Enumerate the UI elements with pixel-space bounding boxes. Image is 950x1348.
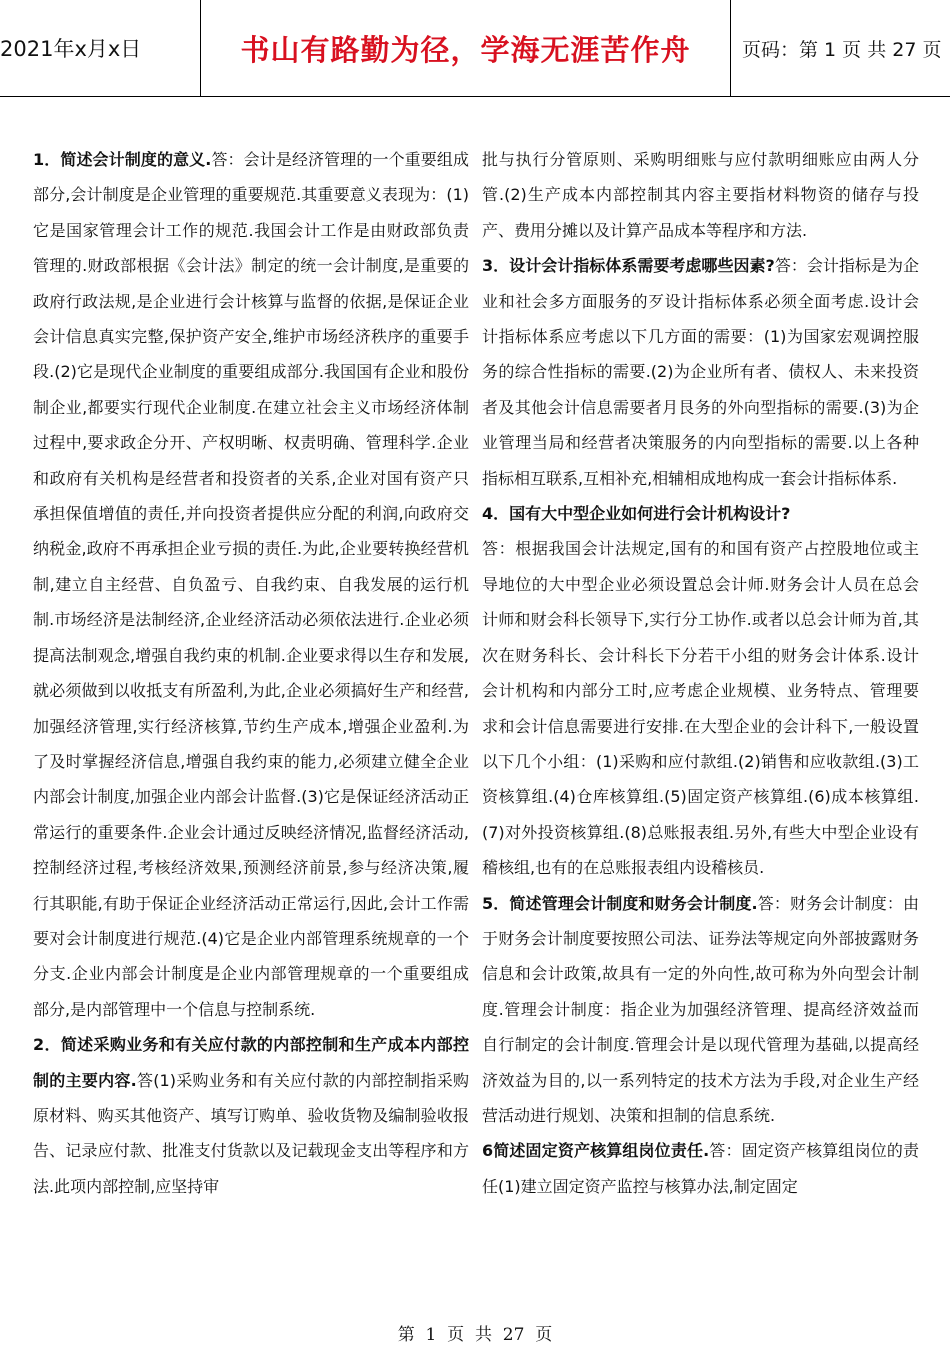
paragraph-2-continued — [482, 142, 919, 248]
page-header — [0, 0, 950, 97]
question-title-4: 4．国有大中型企业如何进行会计机构设计? — [482, 504, 791, 524]
right-column — [482, 142, 919, 1204]
header-motto: 书山有路勤为径，学海无涯苦作舟 — [201, 0, 731, 96]
paragraph-5 — [482, 886, 919, 1134]
paragraph-4-title — [482, 496, 919, 531]
answer-text-1: 答：会计是经济管理的一个重要组成部分,会计制度是企业管理的重要规范.其重要意义表现为：(1)它是国家管理会计工作的规范.我国会计工作是由财政部负责管理的.财政部根据《会计法》制定的统一会计制度,是重要的政府行政法规,是企业进行会计核算与监督的依据,是保证企业会计信息真实完整,保护资产安全,维护市场经济秩序的重要手段.(2)它是现代企业制度的重要组成部分.我国国有企业和股份制企业,都要实行现代企业制度.在建立社会主义市场经济体制过程中,要求政企分开、产权明晰、权责明确、管理科学.企业和政府有关机构是经营者和投资者的关系,企业对国有资产只承担保值增值的责任,并向投资者提供应分配的利润,向政府交纳税金,政府不再承担企业亏损的责任.为此,企业要转换经营机制,建立自主经营、自负盈亏、自我约束、自我发展的运行机制.市场经济是法制经济,企业经济活动必须依法进行.企业必须提高法制观念,增强自我约束的机制.企业要求得以生存和发展,就必须做到以收抵支有所盈利,为此,企业必须搞好生产和经营,加强经济管理,实行经济核算,节约生产成本,增强企业盈利.为了及时掌握经济信息,增强自我约束的能力,必须建立健全企业内部会计制度,加强企业内部会计监督.(3)它是保证经济活动正常运行的重要条件.企业会计通过反映经济情况,监督经济活动,控制经济过程,考核经济效果,预测经济前景,参与经济决策,履行其职能,有助于保证企业经济活动正常运行,因此,会计工作需要对会计制度进行规范.(4)它是企业内部管理系统规章的一个分支.企业内部会计制度是企业内部管理规章的一个重要组成部分,是内部管理中一个信息与控制系统. — [33, 150, 469, 1019]
page-footer — [0, 1320, 950, 1345]
answer-text-3: 答：会计指标是为企业和社会多方面服务的歹设计指标体系必须全面考虑.设计会计指标体系应考虑以下几方面的需要：(1)为国家宏观调控服务的综合性指标的需要.(2)为企业所有者、债权人、未来投资者及其他会计信息需要者月艮务的外向型指标的需要.(3)为企业管理当局和经营者决策服务的内向型指标的需要.以上各种指标相互联系,互相补充,相辅相成地构成一套会计指标体系. — [482, 256, 919, 488]
question-title-3: 3．设计会计指标体系需要考虑哪些因素? — [482, 256, 775, 276]
answer-text-2-continued: 批与执行分管原则、采购明细账与应付款明细账应由两人分管.(2)生产成本内部控制其内容主要指材料物资的储存与投产、费用分摊以及计算产品成本等程序和方法. — [482, 150, 919, 240]
header-page-info: 页码：第 1 页 共 27 页 — [742, 38, 942, 61]
paragraph-4 — [482, 531, 919, 885]
left-column — [33, 142, 469, 1204]
question-title-2: 2．简述采购业务和有关应付款的内部控制和生产成本内部控制的主要内容. — [33, 1035, 469, 1090]
question-title-5: 5．简述管理会计制度和财务会计制度. — [482, 893, 758, 913]
paragraph-3 — [482, 248, 919, 496]
paragraph-2 — [33, 1027, 469, 1204]
question-title-6: 6简述固定资产核算组岗位责任. — [482, 1141, 710, 1161]
header-date: 2021年x月x日 — [0, 0, 201, 96]
footer-page-number: 第 1 页 共 27 页 — [397, 1325, 553, 1345]
question-title-1: 1．简述会计制度的意义. — [33, 150, 212, 169]
answer-text-6: 答：固定资产核算组岗位的责任(1)建立固定资产监控与核算办法,制定固定 — [482, 1141, 919, 1196]
answer-text-4: 答：根据我国会计法规定,国有的和国有资产占控股地位或主导地位的大中型企业必须设置总会计师.财务会计人员在总会计师和财会科长领导下,实行分工协作.或者以总会计师为首,其次在财务科长、会计科长下分若干小组的财务会计体系.设计会计机构和内部分工时,应考虑企业规模、业务特点、管理要求和会计信息需要进行安排.在大型企业的会计科下,一般设置以下几个小组：(1)采购和应付款组.(2)销售和应收款组.(3)工资核算组.(4)仓库核算组.(5)固定资产核算组.(6)成本核算组.(7)对外投资核算组.(8)总账报表组.另外,有些大中型企业设有稽核组,也有的在总账报表组内设稽核员. — [482, 539, 919, 878]
answer-text-5: 答：财务会计制度：由于财务会计制度要按照公司法、证券法等规定向外部披露财务信息和会计政策,故具有一定的外向性,故可称为外向型会计制度.管理会计制度：指企业为加强经济管理、提高经济效益而自行制定的会计制度.管理会计是以现代管理为基础,以提高经济效益为目的,以一系列特定的技术方法为手段,对企业生产经营活动进行规划、决策和担制的信息系统. — [482, 893, 919, 1125]
paragraph-1 — [33, 142, 469, 1027]
answer-text-2: 答(1)采购业务和有关应付款的内部控制指采购原材料、购买其他资产、填写订购单、验收货物及编制验收报告、记录应付款、批准支付货款以及记载现金支出等程序和方法.此项内部控制,应坚持审 — [33, 1070, 469, 1196]
paragraph-6 — [482, 1133, 919, 1204]
